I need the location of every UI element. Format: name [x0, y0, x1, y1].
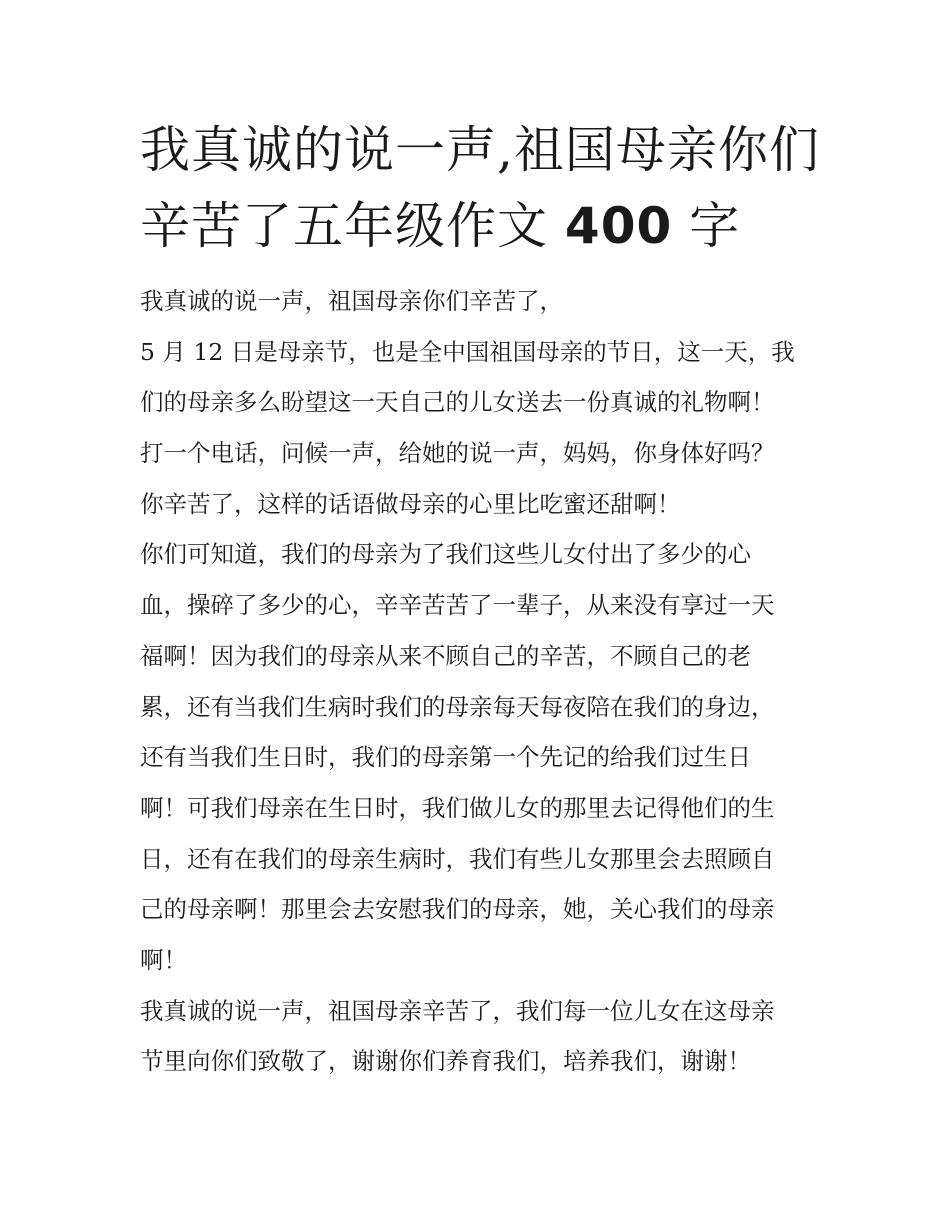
text-line: 累，还有当我们生病时我们的母亲每天每夜陪在我们的身边， — [140, 692, 775, 721]
text-line: 5 月 12 日是母亲节，也是全中国祖国母亲的节日，这一天，我 — [140, 337, 795, 366]
title-number: 400 — [564, 197, 673, 255]
text-line: 我真诚的说一声，祖国母亲你们辛苦了， — [140, 287, 563, 315]
text-line: 啊！ — [140, 945, 187, 974]
title-line-2-suffix: 字 — [689, 197, 741, 255]
text-line: 己的母亲啊！那里会去安慰我们的母亲，她，关心我们的母亲 — [140, 895, 775, 924]
text-line: 节里向你们致敬了，谢谢你们养育我们，培养我们，谢谢！ — [140, 1047, 751, 1076]
text-line: 血，操碎了多少的心，辛辛苦苦了一辈子，从来没有享过一天 — [140, 591, 775, 620]
document-title — [140, 112, 820, 264]
text-line: 你们可知道，我们的母亲为了我们这些儿女付出了多少的心 — [140, 540, 751, 569]
text-line: 你辛苦了，这样的话语做母亲的心里比吃蜜还甜啊！ — [140, 489, 681, 518]
text-line: 还有当我们生日时，我们的母亲第一个先记的给我们过生日 — [140, 743, 751, 772]
text-line: 啊！可我们母亲在生日时，我们做儿女的那里去记得他们的生 — [140, 793, 775, 822]
text-line: 我真诚的说一声，祖国母亲辛苦了，我们每一位儿女在这母亲 — [140, 996, 775, 1025]
article-body — [140, 276, 820, 1087]
text-line: 们的母亲多么盼望这一天自己的儿女送去一份真诚的礼物啊！ — [140, 388, 775, 417]
text-line: 打一个电话，问候一声，给她的说一声，妈妈，你身体好吗？ — [140, 439, 775, 468]
text-line: 福啊！因为我们的母亲从来不顾自己的辛苦，不顾自己的老 — [140, 641, 751, 670]
text-line: 日，还有在我们的母亲生病时，我们有些儿女那里会去照顾自 — [140, 844, 775, 873]
title-line-2-text: 辛苦了五年级作文 — [140, 197, 548, 255]
title-line-1: 我真诚的说一声,祖国母亲你们 — [140, 121, 820, 179]
